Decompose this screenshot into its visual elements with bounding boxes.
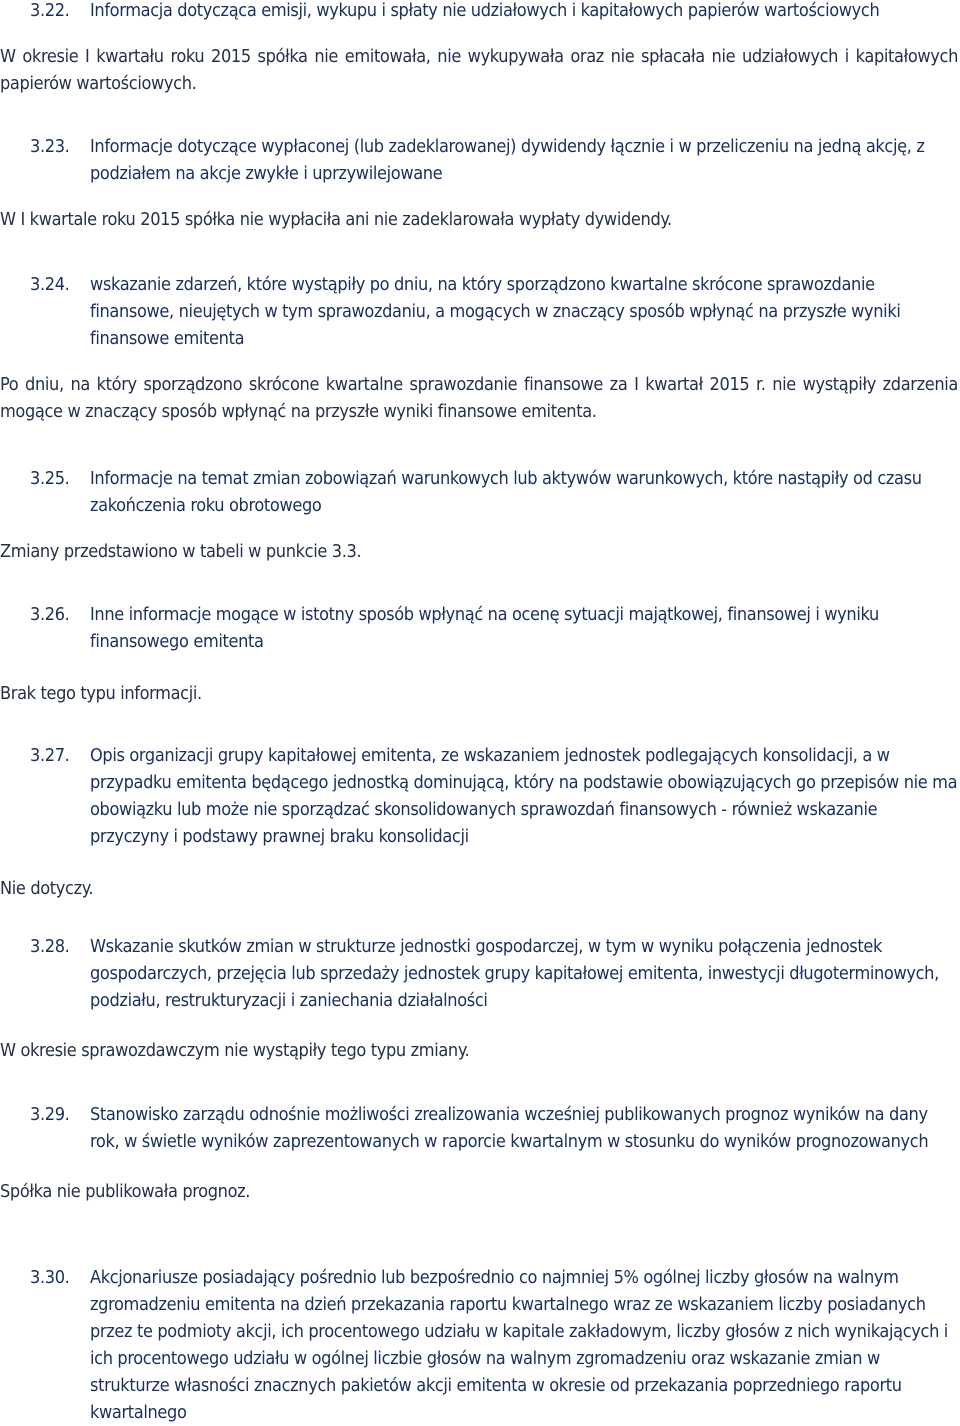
section-number: 3.27. bbox=[30, 745, 70, 766]
section-number: 3.28. bbox=[30, 936, 70, 957]
section-body: Spółka nie publikowała prognoz. bbox=[0, 1181, 251, 1202]
section-heading bbox=[0, 933, 958, 1014]
section-number: 3.24. bbox=[30, 274, 70, 295]
section-title: Informacja dotycząca emisji, wykupu i spłaty nie udziałowych i kapitałowych papierów wartościowych bbox=[90, 0, 880, 21]
section-number: 3.25. bbox=[30, 468, 70, 489]
section-heading bbox=[0, 1101, 958, 1155]
section-3-29 bbox=[0, 1101, 958, 1205]
section-body: W okresie I kwartału roku 2015 spółka nie emitowała, nie wykupywała oraz nie spłacała nie udziałowych i kapitałowych papierów wartościowych. bbox=[0, 46, 958, 94]
section-body: W okresie sprawozdawczym nie wystąpiły tego typu zmiany. bbox=[0, 1040, 470, 1061]
section-body: Po dniu, na który sporządzono skrócone kwartalne sprawozdanie finansowe za I kwartał 2015 r. nie wystąpiły zdarzenia mogące w znaczący sposób wpłynąć na przyszłe wyniki finansowe emitenta. bbox=[0, 374, 958, 422]
section-heading bbox=[0, 742, 958, 850]
section-body: Nie dotyczy. bbox=[0, 878, 94, 899]
section-3-22 bbox=[0, 0, 958, 97]
section-title: Stanowisko zarządu odnośnie możliwości zrealizowania wcześniej publikowanych prognoz wyników na dany rok, w świetle wyników zaprezentowanych w raporcie kwartalnym w stosunku do wyników prognozowanych bbox=[90, 1104, 929, 1152]
section-3-23 bbox=[0, 133, 958, 233]
section-number: 3.23. bbox=[30, 136, 70, 157]
section-title: Inne informacje mogące w istotny sposób wpłynąć na ocenę sytuacji majątkowej, finansowej i wyniku finansowego emitenta bbox=[90, 604, 879, 652]
section-title: wskazanie zdarzeń, które wystąpiły po dniu, na który sporządzono kwartalne skrócone sprawozdanie finansowe, nieujętych w tym sprawozdaniu, a mogących w znaczący sposób wpłynąć na przyszłe wyniki finansowe emitenta bbox=[90, 274, 901, 349]
section-3-25 bbox=[0, 465, 958, 565]
section-body: Brak tego typu informacji. bbox=[0, 683, 202, 704]
section-number: 3.26. bbox=[30, 604, 70, 625]
section-3-28 bbox=[0, 933, 958, 1064]
section-heading bbox=[0, 0, 958, 24]
section-number: 3.29. bbox=[30, 1104, 70, 1125]
section-heading bbox=[0, 133, 958, 187]
section-title: Wskazanie skutków zmian w strukturze jednostki gospodarczej, w tym w wyniku połączenia jednostek gospodarczych, przejęcia lub sprzedaży jednostek grupy kapitałowej emitenta, inwestycji długoterminowych, podziału, restrukturyzacji i zaniechania działalności bbox=[90, 936, 939, 1011]
section-number: 3.22. bbox=[30, 0, 70, 21]
section-body: Zmiany przedstawiono w tabeli w punkcie 3.3. bbox=[0, 541, 362, 562]
section-heading bbox=[0, 1264, 958, 1426]
section-title: Informacje dotyczące wypłaconej (lub zadeklarowanej) dywidendy łącznie i w przeliczeniu na jedną akcję, z podziałem na akcje zwykłe i uprzywilejowane bbox=[90, 136, 925, 184]
section-heading bbox=[0, 601, 958, 655]
section-3-26 bbox=[0, 601, 958, 707]
section-3-27 bbox=[0, 742, 958, 902]
section-title: Akcjonariusze posiadający pośrednio lub bezpośrednio co najmniej 5% ogólnej liczby głosów na walnym zgromadzeniu emitenta na dzień przekazania raportu kwartalnego wraz ze wskazaniem liczby posiadanych przez te podmioty akcji, ich procentowego udziału w kapitale zakładowym, liczby głosów z nich wynikających i ich procentowego udziału w ogólnej liczbie głosów na walnym zgromadzeniu oraz wskazanie zmian w strukturze własności znacznych pakietów akcji emitenta w okresie od przekazania poprzedniego raportu kwartalnego bbox=[90, 1267, 948, 1423]
section-title: Informacje na temat zmian zobowiązań warunkowych lub aktywów warunkowych, które nastąpiły od czasu zakończenia roku obrotowego bbox=[90, 468, 922, 516]
section-heading bbox=[0, 271, 958, 352]
section-3-30 bbox=[0, 1264, 958, 1426]
section-number: 3.30. bbox=[30, 1267, 70, 1288]
section-heading bbox=[0, 465, 958, 519]
section-3-24 bbox=[0, 271, 958, 425]
section-title: Opis organizacji grupy kapitałowej emitenta, ze wskazaniem jednostek podlegających konsolidacji, a w przypadku emitenta będącego jednostką dominującą, który na podstawie obowiązujących go przepisów nie ma obowiązku lub może nie sporządzać skonsolidowanych sprawozdań finansowych - również wskazanie przyczyny i podstawy prawnej braku konsolidacji bbox=[90, 745, 958, 847]
section-body: W I kwartale roku 2015 spółka nie wypłaciła ani nie zadeklarowała wypłaty dywidendy. bbox=[0, 209, 672, 230]
